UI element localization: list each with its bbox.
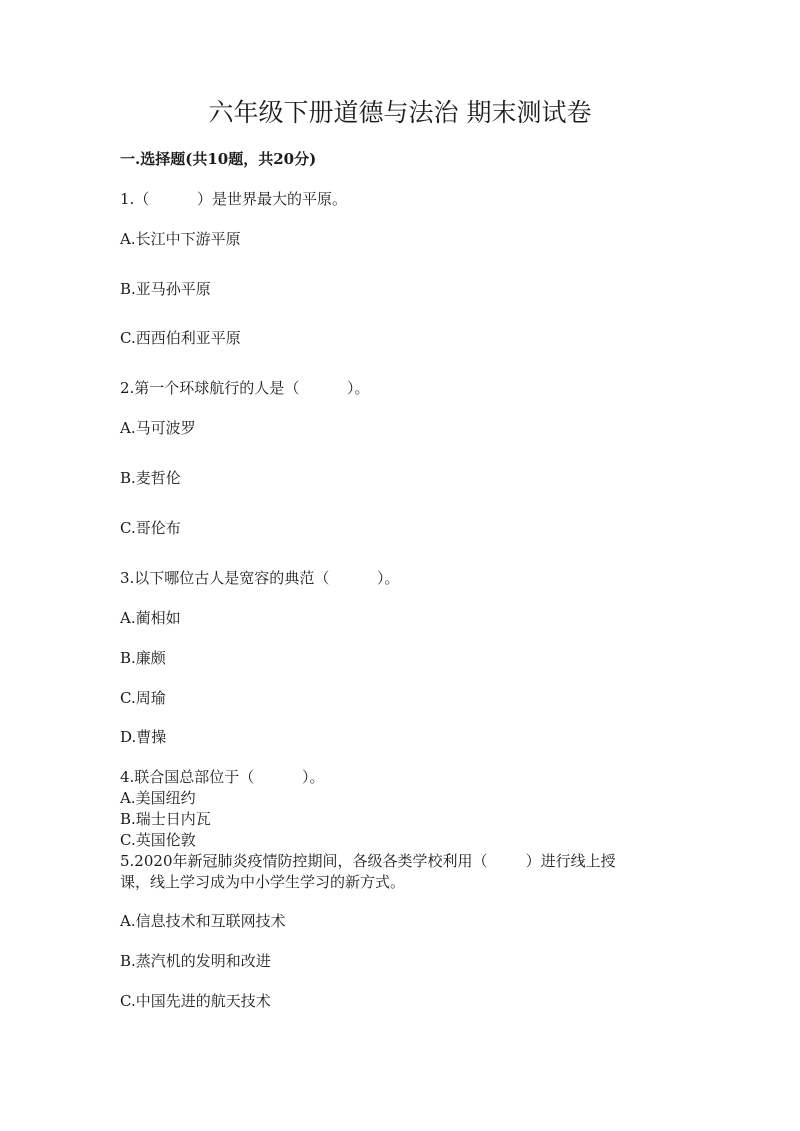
question-1-stem: 1.（ ）是世界最大的平原。 xyxy=(120,190,347,208)
question-2-option-c: C.哥伦布 xyxy=(120,519,181,537)
question-3-stem: 3.以下哪位古人是宽容的典范（ ）。 xyxy=(120,569,400,587)
question-3-option-c: C.周瑜 xyxy=(120,689,166,707)
question-4-stem: 4.联合国总部位于（ ）。 xyxy=(120,768,325,786)
question-3-option-b: B.廉颇 xyxy=(120,649,166,667)
question-5-stem-line-1: 5.2020年新冠肺炎疫情防控期间，各级各类学校利用（ ）进行线上授 xyxy=(120,852,616,870)
question-5-option-b: B.蒸汽机的发明和改进 xyxy=(120,952,271,970)
question-2-option-b: B.麦哲伦 xyxy=(120,469,181,487)
question-5-stem-line-2: 课，线上学习成为中小学生学习的新方式。 xyxy=(120,873,406,891)
question-2-stem: 2.第一个环球航行的人是（ ）。 xyxy=(120,379,370,397)
question-4-option-c: C.英国伦敦 xyxy=(120,831,196,849)
question-3-option-d: D.曹操 xyxy=(120,728,167,746)
section-heading: 一.选择题(共10题，共20分) xyxy=(120,150,317,168)
question-2-option-a: A.马可波罗 xyxy=(120,419,196,437)
question-4-option-a: A.美国纽约 xyxy=(120,789,196,807)
page-title: 六年级下册道德与法治 期末测试卷 xyxy=(208,98,592,127)
question-1-option-a: A.长江中下游平原 xyxy=(120,230,241,248)
question-5-option-c: C.中国先进的航天技术 xyxy=(120,992,271,1010)
question-1-option-b: B.亚马孙平原 xyxy=(120,280,211,298)
question-4-option-b: B.瑞士日内瓦 xyxy=(120,810,211,828)
question-5-option-a: A.信息技术和互联网技术 xyxy=(120,912,286,930)
question-3-option-a: A.蔺相如 xyxy=(120,609,181,627)
question-1-option-c: C.西西伯利亚平原 xyxy=(120,329,241,347)
